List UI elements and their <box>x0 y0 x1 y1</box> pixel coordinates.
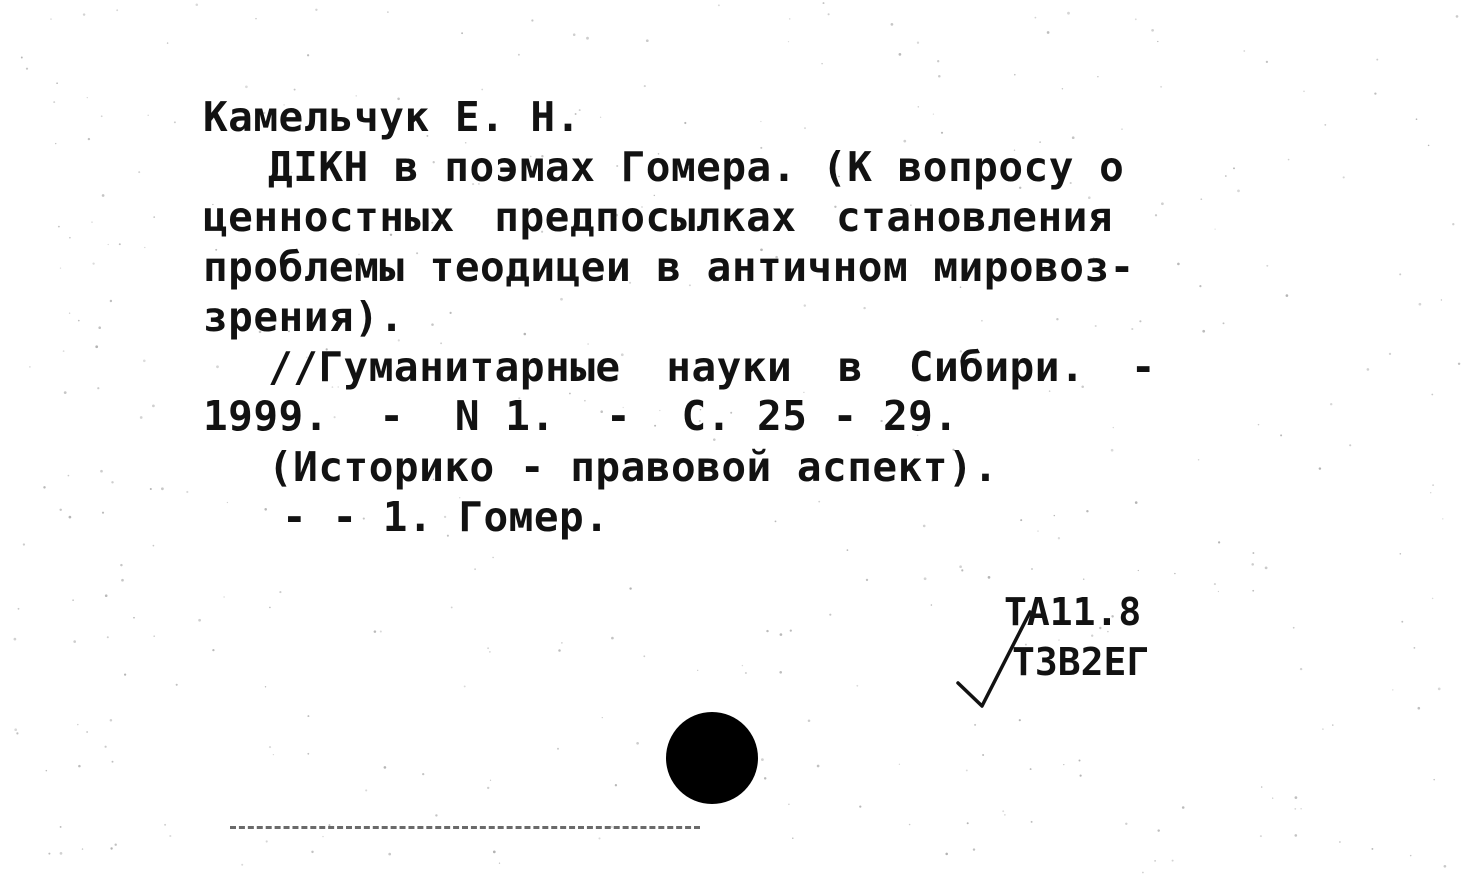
aspect-note: (Историко - правовой аспект). <box>268 443 999 491</box>
subject-heading: - - 1. Гомер. <box>282 493 610 541</box>
source-line-2: 1999. - N 1. - С. 25 - 29. <box>203 392 959 440</box>
author-name: Камельчук Е. Н. <box>203 93 581 141</box>
title-line-2: ценностных предпосылках становления <box>203 193 1113 241</box>
title-line-3: проблемы теодицеи в античном мировоз- <box>203 243 1135 291</box>
classification-code-2: Т3В2ЕГ <box>1012 640 1150 684</box>
title-line-4: зрения). <box>203 293 405 341</box>
title-line-1: ДІКН в поэмах Гомера. (К вопросу о <box>268 143 1125 191</box>
punch-hole-icon <box>666 712 758 804</box>
classification-code-1: ТА11.8 <box>1004 590 1142 634</box>
card-edge-rule <box>230 826 700 829</box>
source-line-1: //Гуманитарные науки в Сибири. - <box>268 343 1156 391</box>
